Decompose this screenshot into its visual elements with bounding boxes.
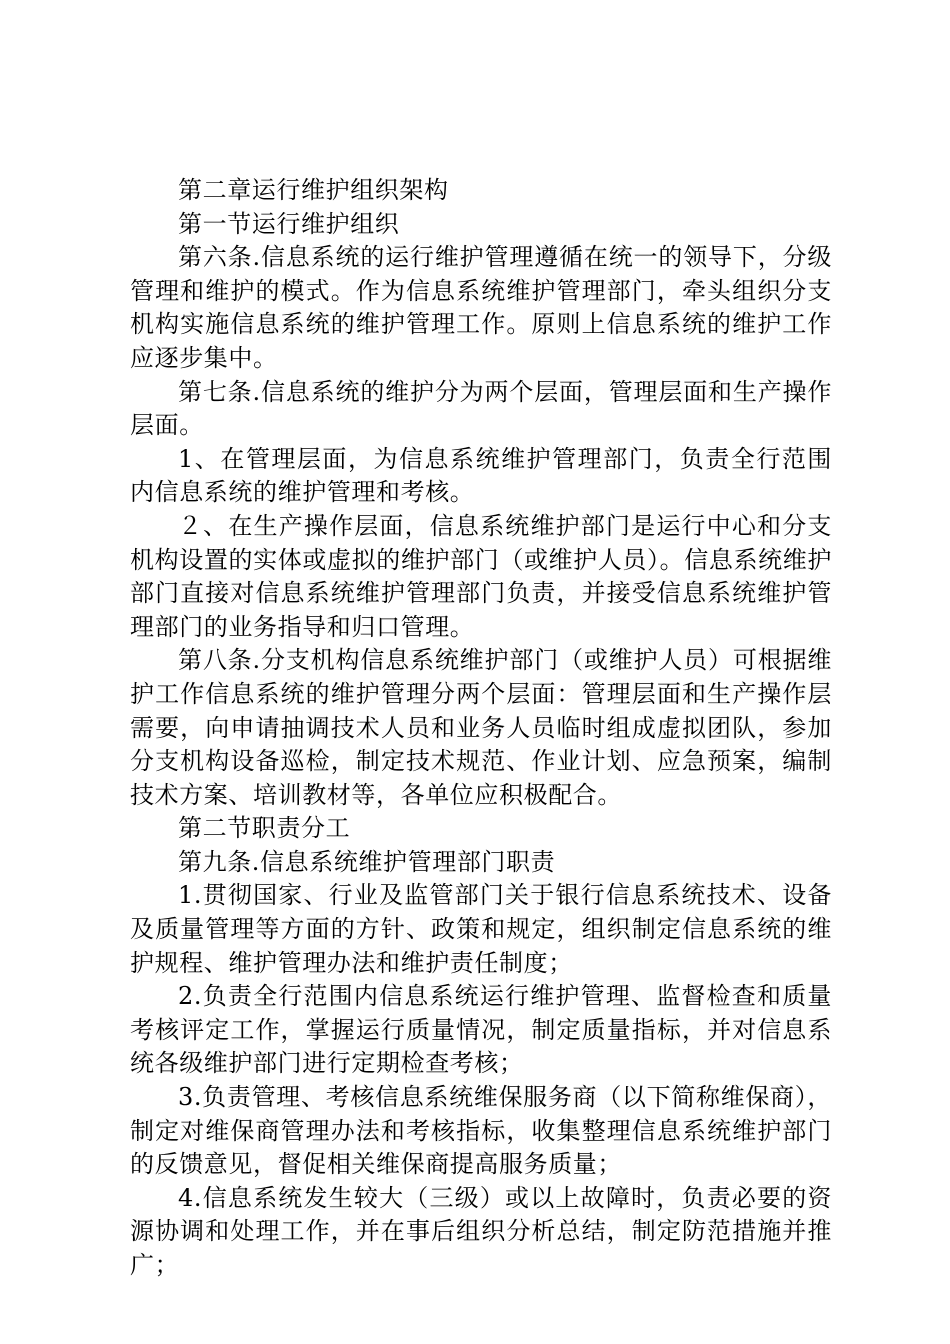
article-7-item-2: ２、在生产操作层面，信息系统维护部门是运行中心和分支机构设置的实体或虚拟的维护部门（或维护人员）。信息系统维护部门直接对信息系统维护管理部门负责，并接受信息系统维护管理部门的业务指导和归口管理。: [130, 511, 832, 641]
document-page: [130, 174, 832, 1283]
article-9: 第九条.信息系统维护管理部门职责: [178, 847, 556, 876]
article-6: 第六条.信息系统的运行维护管理遵循在统一的领导下，分级管理和维护的模式。作为信息系统维护管理部门，牵头组织分支机构实施信息系统的维护管理工作。原则上信息系统的维护工作应逐步集中。: [130, 243, 832, 372]
article-7: 第七条.信息系统的维护分为两个层面，管理层面和生产操作层面。: [130, 377, 832, 440]
article-9-item-4: 4.信息系统发生较大（三级）或以上故障时，负责必要的资源协调和处理工作，并在事后组织分析总结，制定防范措施并推广；: [130, 1183, 832, 1279]
section-title-2: 第二节职责分工: [178, 814, 351, 843]
chapter-title: 第二章运行维护组织架构: [178, 176, 449, 204]
section-title-1: 第一节运行维护组织: [178, 209, 400, 238]
article-8: 第八条.分支机构信息系统维护部门（或维护人员）可根据维护工作信息系统的维护管理分两个层面：管理层面和生产操作层需要，向申请抽调技术人员和业务人员临时组成虚拟团队，参加分支机构设备巡检，制定技术规范、作业计划、应急预案，编制技术方案、培训教材等，各单位应积极配合。: [130, 646, 832, 809]
article-9-item-1: 1.贯彻国家、行业及监管部门关于银行信息系统技术、设备及质量管理等方面的方针、政策和规定，组织制定信息系统的维护规程、维护管理办法和维护责任制度；: [130, 881, 832, 977]
article-7-item-1: 1、在管理层面，为信息系统维护管理部门，负责全行范围内信息系统的维护管理和考核。: [130, 444, 832, 507]
article-9-item-3: 3.负责管理、考核信息系统维保服务商（以下简称维保商），制定对维保商管理办法和考核指标，收集整理信息系统维护部门的反馈意见，督促相关维保商提高服务质量；: [130, 1083, 832, 1179]
article-9-item-2: 2.负责全行范围内信息系统运行维护管理、监督检查和质量考核评定工作，掌握运行质量情况，制定质量指标，并对信息系统各级维护部门进行定期检查考核；: [130, 982, 832, 1078]
